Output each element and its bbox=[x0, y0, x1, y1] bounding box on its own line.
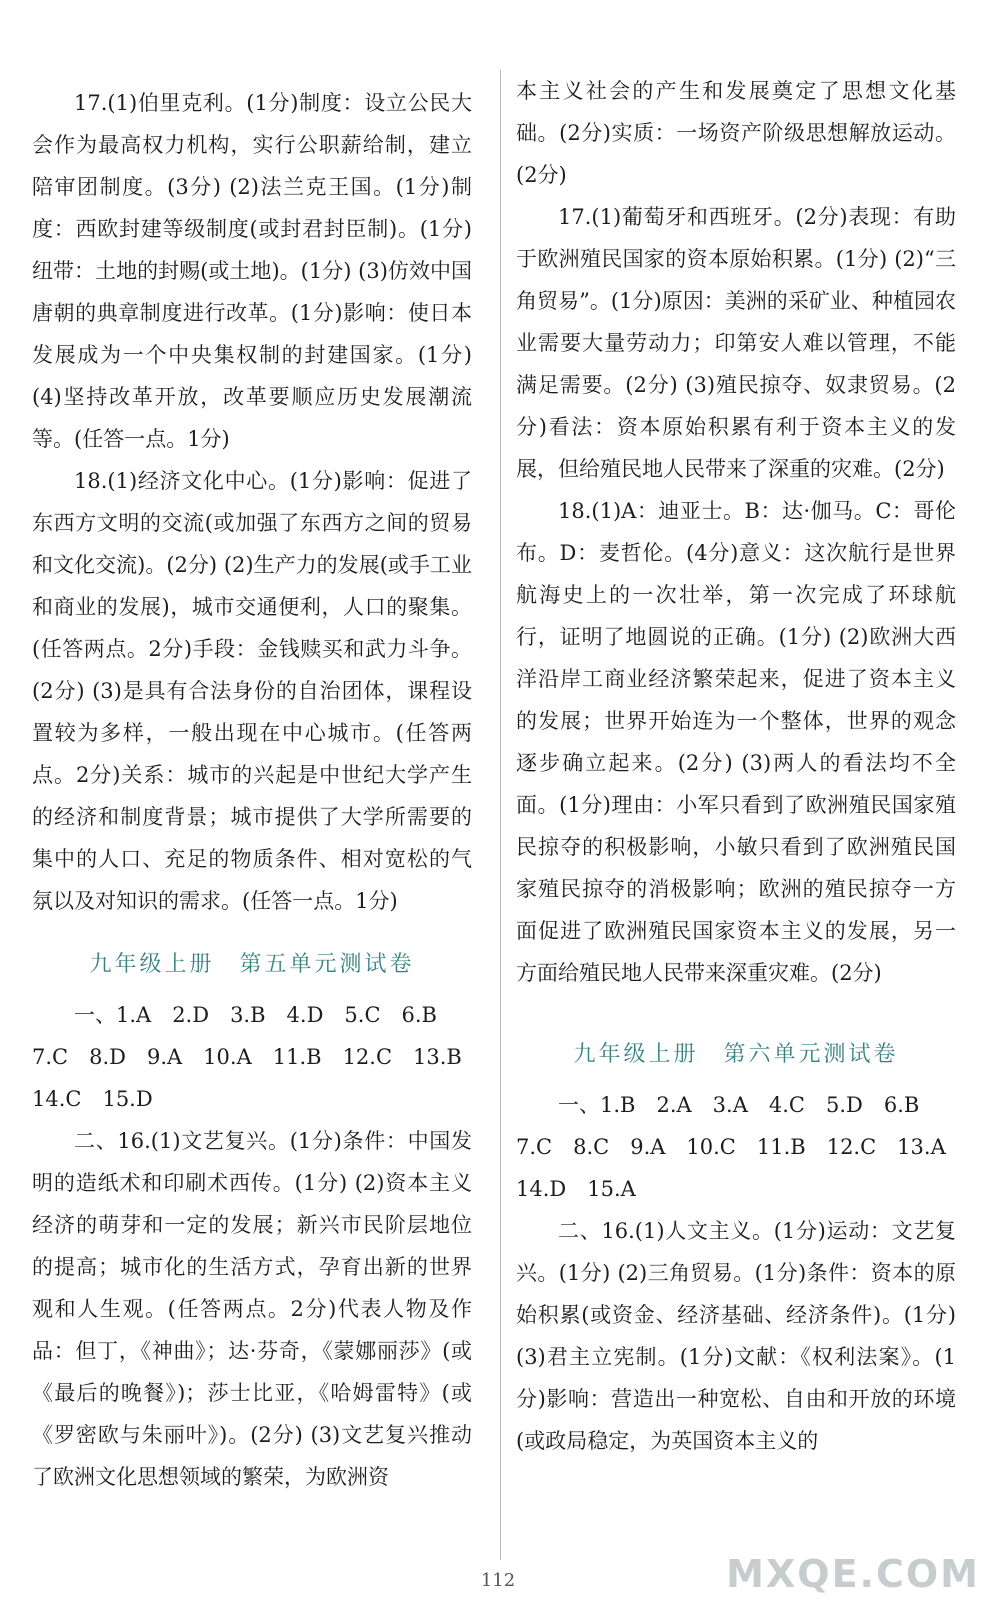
column-divider bbox=[500, 70, 501, 1560]
answer-paragraph: 17.(1)伯里克利。(1分)制度：设立公民大会作为最高权力机构，实行公职薪给制，建立陪审团制度。(3分) (2)法兰克王国。(1分)制度：西欧封建等级制度(或封君封臣制)。(1分)纽带：土地的封赐(或土地)。(1分) (3)仿效中国唐朝的典章制度进行改革。(1分)影响：使日本发展成为一个中央集权制的封建国家。(1分) (4)坚持改革开放，改革要顺应历史发展潮流等。(任答一点。1分) bbox=[32, 91, 472, 451]
mc-answers: 一、1.A 2.D 3.B 4.D 5.C 6.B bbox=[74, 1003, 437, 1027]
answer-paragraph: 18.(1)经济文化中心。(1分)影响：促进了东西方文明的交流(或加强了东西方之间的贸易和文化交流)。(2分) (2)生产力的发展(或手工业和商业的发展)，城市交通便利，人口的聚集。(任答两点。2分)手段：金钱赎买和武力斗争。(2分) (3)是具有合法身份的自治团体，课程设置较为多样，一般出现在中心城市。(任答两点。2分)关系：城市的兴起是中世纪大学产生的经济和制度背景；城市提供了大学所需要的集中的人口、充足的物质条件、相对宽松的气氛以及对知识的需求。(任答一点。1分) bbox=[32, 469, 472, 913]
right-column bbox=[516, 70, 956, 1462]
mc-answers: 14.D 15.A bbox=[516, 1177, 636, 1201]
answer-paragraph: 二、16.(1)文艺复兴。(1分)条件：中国发明的造纸术和印刷术西传。(1分) (2)资本主义经济的萌芽和一定的发展；新兴市民阶层地位的提高；城市化的生活方式，孕育出新的世界观和人生观。(任答两点。2分)代表人物及作品：但丁，《神曲》；达·芬奇，《蒙娜丽莎》(或《最后的晚餐》)；莎士比亚，《哈姆雷特》(或《罗密欧与朱丽叶》)。(2分) (3)文艺复兴推动了欧洲文化思想领域的繁荣，为欧洲资 bbox=[32, 1129, 472, 1489]
mc-answers: 7.C 8.D 9.A 10.A 11.B 12.C 13.B bbox=[32, 1045, 462, 1069]
watermark-logo: MXQE.COM bbox=[726, 1552, 980, 1596]
answer-paragraph: 二、16.(1)人文主义。(1分)运动：文艺复兴。(1分) (2)三角贸易。(1分)条件：资本的原始积累(或资金、经济基础、经济条件)。(1分) (3)君主立宪制。(1分)文献：《权利法案》。(1分)影响：营造出一种宽松、自由和开放的环境(或政局稳定，为英国资本主义的 bbox=[516, 1219, 956, 1453]
mc-answers: 7.C 8.C 9.A 10.C 11.B 12.C 13.A bbox=[516, 1135, 946, 1159]
left-column bbox=[32, 82, 472, 1498]
answer-paragraph: 本主义社会的产生和发展奠定了思想文化基础。(2分)实质：一场资产阶级思想解放运动。(2分) bbox=[516, 79, 956, 187]
answer-paragraph: 17.(1)葡萄牙和西班牙。(2分)表现：有助于欧洲殖民国家的资本原始积累。(1分) (2)“三角贸易”。(1分)原因：美洲的采矿业、种植园农业需要大量劳动力；印第安人难以管理，不能满足需要。(2分) (3)殖民掠夺、奴隶贸易。(2分)看法：资本原始积累有利于资本主义的发展，但给殖民地人民带来了深重的灾难。(2分) bbox=[516, 205, 956, 481]
mc-answers: 一、1.B 2.A 3.A 4.C 5.D 6.B bbox=[558, 1093, 920, 1117]
page-number: 112 bbox=[480, 1570, 516, 1591]
section-title: 九年级上册 第五单元测试卷 bbox=[89, 952, 415, 977]
mc-answers: 14.C 15.D bbox=[32, 1087, 153, 1111]
answer-paragraph: 18.(1)A：迪亚士。B：达·伽马。C：哥伦布。D：麦哲伦。(4分)意义：这次航行是世界航海史上的一次壮举，第一次完成了环球航行，证明了地圆说的正确。(1分) (2)欧洲大西洋沿岸工商业经济繁荣起来，促进了资本主义的发展；世界开始连为一个整体，世界的观念逐步确立起来。(2分) (3)两人的看法均不全面。(1分)理由：小军只看到了欧洲殖民国家殖民掠夺的积极影响，小敏只看到了欧洲殖民国家殖民掠夺的消极影响；欧洲的殖民掠夺一方面促进了欧洲殖民国家资本主义的发展，另一方面给殖民地人民带来深重灾难。(2分) bbox=[516, 499, 956, 985]
section-title: 九年级上册 第六单元测试卷 bbox=[573, 1042, 899, 1067]
